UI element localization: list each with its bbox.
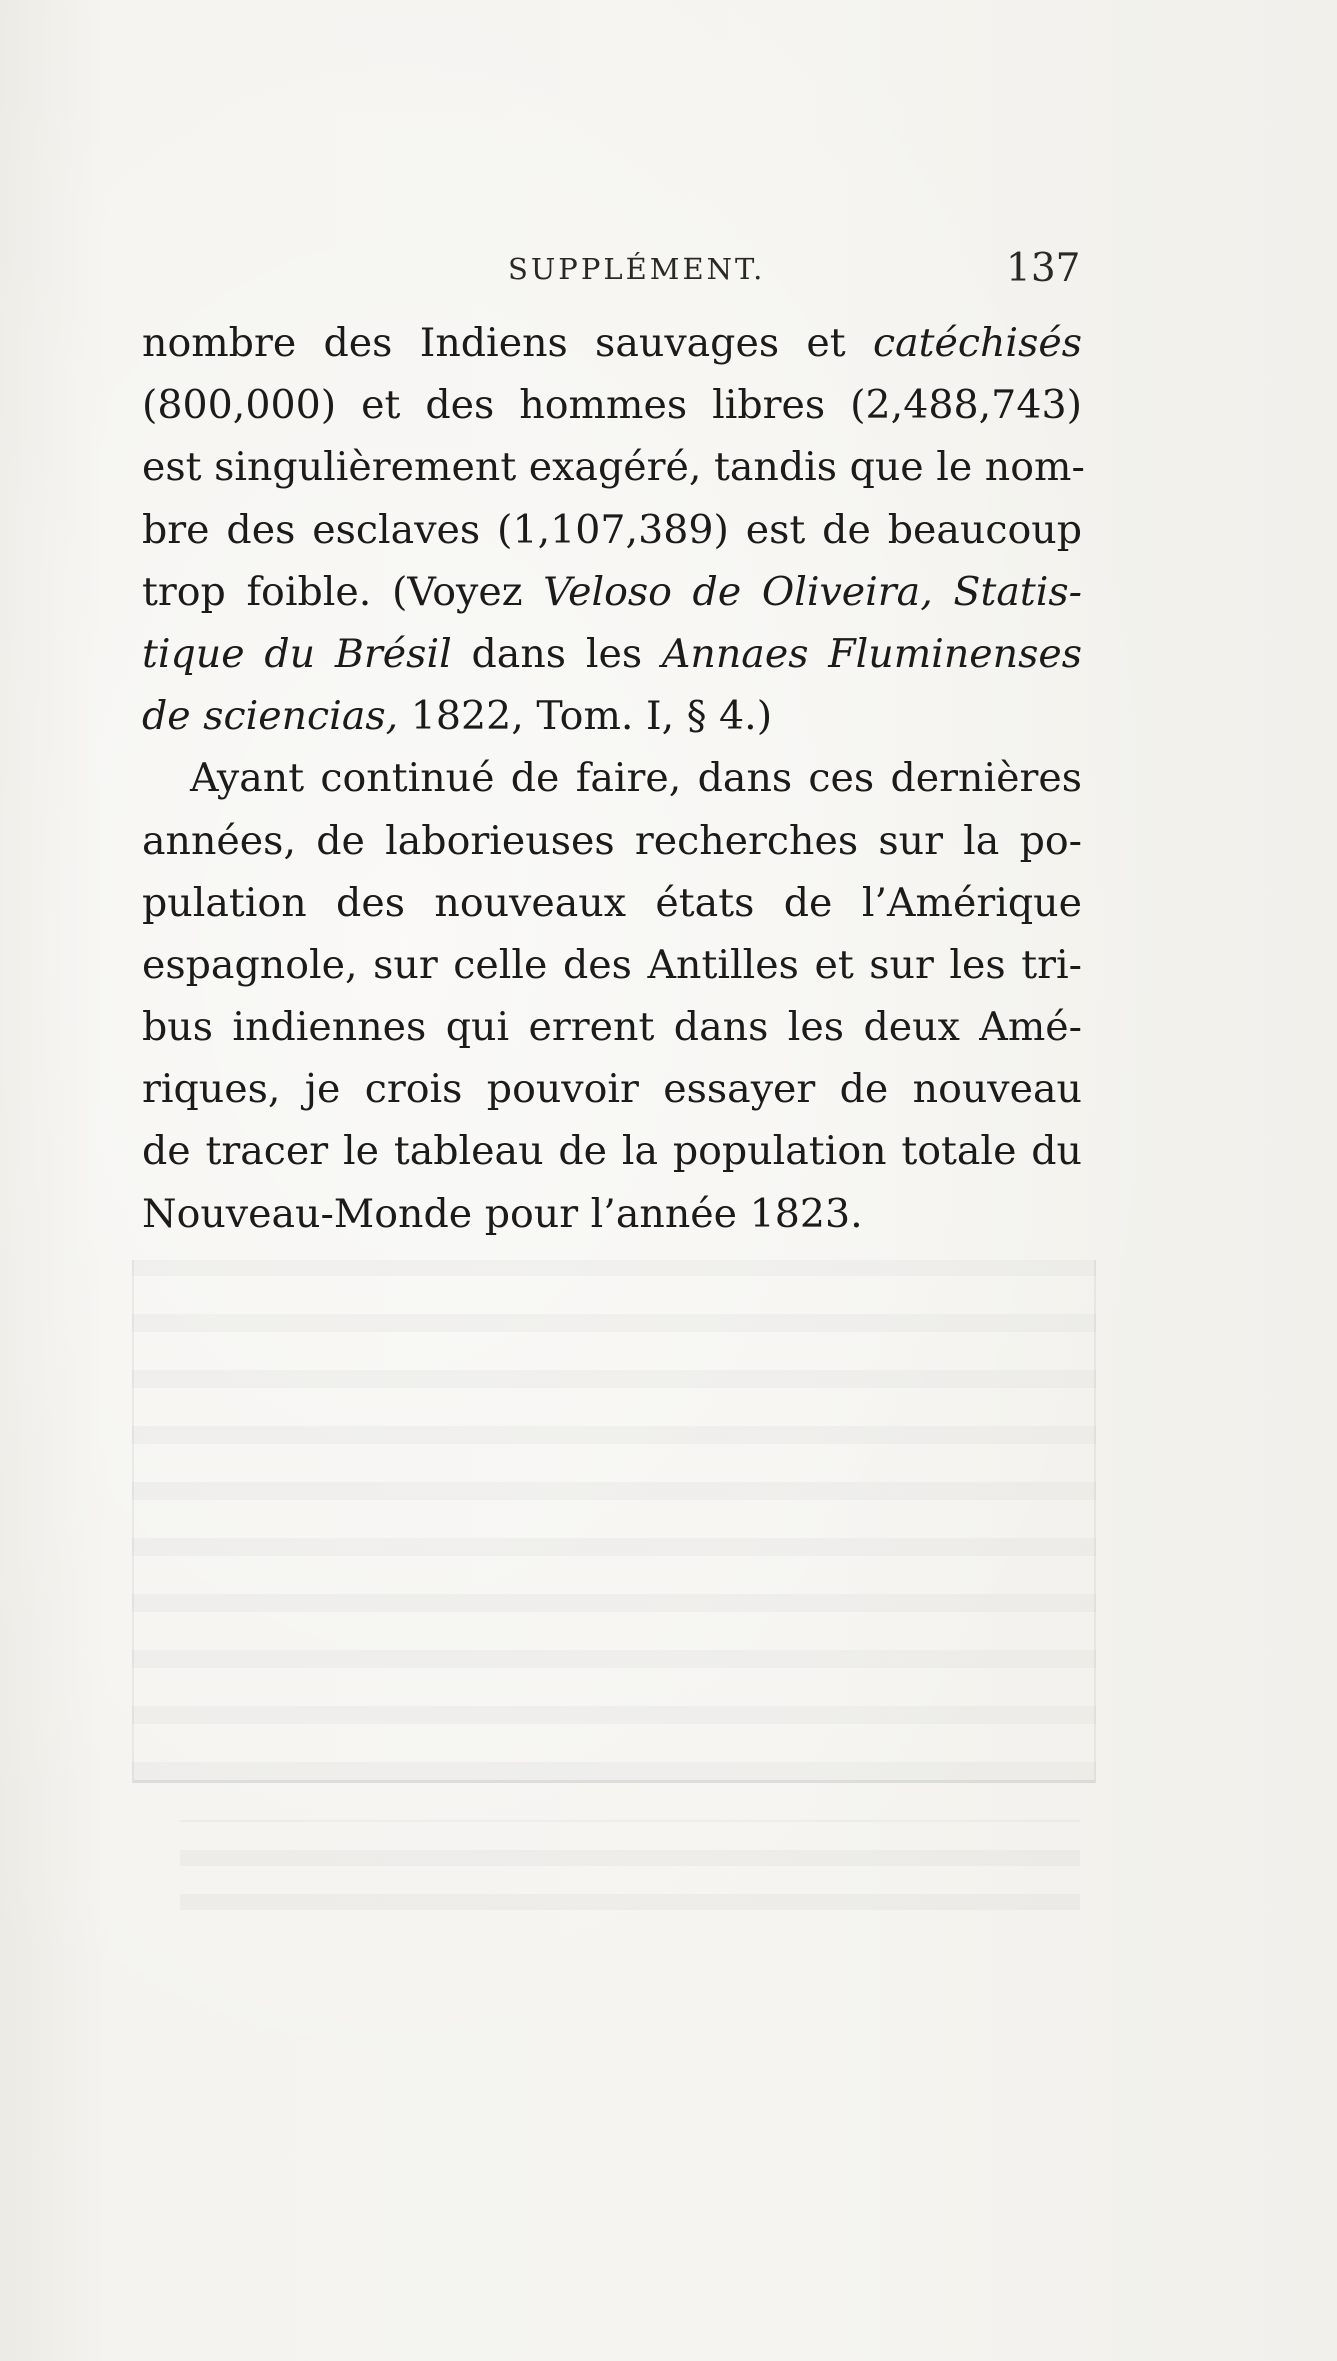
text-run: (800,000) et des hommes libres (2,488,743) xyxy=(142,382,1082,429)
italic-text: catéchisés xyxy=(872,320,1082,366)
running-head: SUPPLÉMENT. xyxy=(508,252,766,286)
text-line xyxy=(142,499,1082,561)
text-run: nombre des Indiens sauvages et xyxy=(142,320,873,366)
body-text xyxy=(142,312,1085,1245)
text-line xyxy=(142,561,1082,623)
text-line xyxy=(142,810,1082,872)
text-line xyxy=(142,934,1082,996)
text-run: Ayant continué de faire, dans ces dernières xyxy=(190,755,1082,802)
text-run: bus indiennes qui errent dans les deux Amé- xyxy=(142,1004,1082,1051)
text-run: 1822, Tom. I, § 4.) xyxy=(398,693,773,740)
text-run: Nouveau-Monde pour l’année 1823. xyxy=(142,1190,863,1237)
text-line xyxy=(142,374,1082,436)
show-through-table xyxy=(132,1260,1096,1783)
text-line xyxy=(142,872,1082,934)
text-run: bre des esclaves (1,107,389) est de beaucoup xyxy=(142,506,1082,553)
text-line xyxy=(142,1058,1082,1120)
text-line xyxy=(142,1120,1082,1182)
show-through-text xyxy=(180,1820,1080,1910)
text-run: trop foible. (Voyez xyxy=(142,568,544,615)
text-run: est singulièrement exagéré, tandis que le nom- xyxy=(142,444,1085,491)
text-run: années, de laborieuses recherches sur la po- xyxy=(142,817,1082,864)
text-line xyxy=(142,436,1085,498)
italic-text: tique du Brésil xyxy=(142,630,452,677)
text-line xyxy=(142,685,1082,747)
text-run: dans les xyxy=(451,630,662,677)
text-line xyxy=(142,1183,1082,1245)
text-line xyxy=(142,747,1082,809)
page-header xyxy=(140,246,1100,296)
italic-text: de sciencias, xyxy=(142,693,399,740)
page-number: 137 xyxy=(1006,246,1081,291)
text-run: espagnole, sur celle des Antilles et sur les tri- xyxy=(142,941,1082,988)
text-run: pulation des nouveaux états de l’Amérique xyxy=(142,879,1082,926)
text-line xyxy=(142,996,1082,1058)
text-run: de tracer le tableau de la population totale du xyxy=(142,1128,1082,1175)
italic-text: Annaes Fluminenses xyxy=(661,630,1082,677)
italic-text: Veloso de Oliveira, Statis- xyxy=(543,568,1083,615)
text-run: riques, je crois pouvoir essayer de nouveau xyxy=(142,1066,1082,1113)
text-line xyxy=(142,312,1082,374)
text-line xyxy=(142,623,1082,685)
